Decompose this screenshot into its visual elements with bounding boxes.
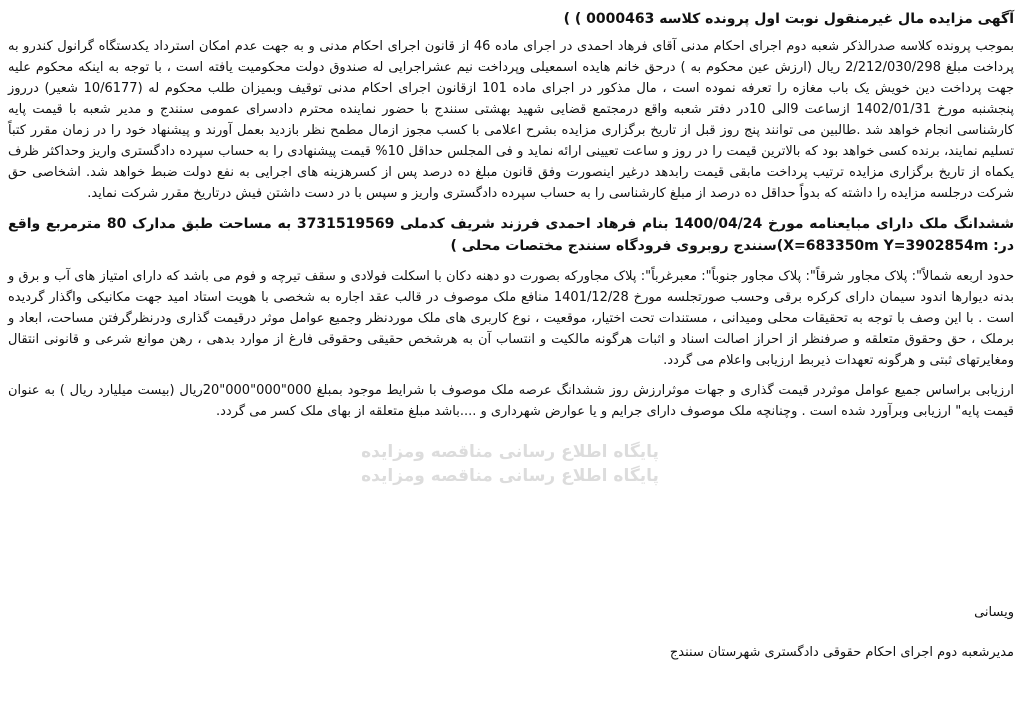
- body-paragraph: بموجب پرونده کلاسه صدرالذکر شعبه دوم اجرای احکام مدنی آقای فرهاد احمدی در اجرای ماده 46 از قانون اجرای احکام مدنی و به جهت عدم امکان استرداد یکدستگاه گرانول کندرو به پرداخت مبلغ 2/212/030/298 ریال (ارزش عین محکوم به ) درحق خانم هایده اسمعیلی وپرداخت نیم عشراجرایی له صندوق دولت محکومیت یافته است ، با توجه به اینکه محکوم علیه جهت پرداخت دین خویش یک باب مغازه را تعرفه نموده است ، مال مذکور در اجرای ماده 101 ازقانون اجرای احکام مدنی توقیف وبمیزان طلب محکوم له (10/6177 شعیر) درروز پنجشنبه مورخ 1402/01/31 ازساعت 9الی 10در دفتر شعبه واقع درمجتمع قضایی شهید بهشتی سنندج با حضور نماینده محترم دادسرای عمومی سنندج و مدیر شعبه با قیمت پایه کارشناسی انجام خواهد شد .طالبین می توانند پنج روز قبل از تاریخ برگزاری مزایده بشرح اعلامی با کسب مجوز ازمال مطمح نظر بازدید بعمل آورند و پیشنهاد خود را در زمان مقرر کتباً تسلیم نمایند، برنده کسی خواهد بود که بالاترین قیمت را در روز و ساعت تعیینی ارائه نماید و فی المجلس حداقل 10% قیمت پیشنهادی را به حساب سپرده دادگستری واریز وحداکثر ظرف یکماه از تاریخ برگزاری مزایده ترتیب پرداخت مابقی قیمت رابدهد درغیر اینصورت وفق قانون مبلغ ده درصد پس از کسرهزینه های اجرایی به نفع دولت ضبط خواهد شد. اشخاصی حق شرکت درجلسه مزایده را داشته که بدواً حداقل ده درصد از مبلغ کارشناسی را به حساب سپرده دادگستری واریز و سپس با در دست داشتن فیش درتاریخ مقرر شرکت نماید.: [8, 39, 1015, 201]
- signature-name: ویسانی: [974, 605, 1014, 620]
- signature-org: مدیرشعبه دوم اجرای احکام حقوقی دادگستری شهرستان سنندج: [669, 645, 1014, 660]
- auction-notice: [8, 8, 1014, 696]
- boundaries-paragraph: حدود اربعه شمالاً": پلاک مجاور شرقاً": پلاک مجاور جنوباً": معبرغرباً": پلاک مجاورکه بصورت دو دهنه دکان با اسکلت فولادی و سقف تیرچه و فوم می باشد که دارای امتیاز های آب و برق و بدنه دیوارها اندود سیمان دارای کرکره برقی وحسب صورتجلسه مورخ 1401/12/28 منافع ملک موصوف در قالب عقد اجاره به شخصی با هویت استاد امید جهت مکانیکی واگذار گردیده است . با این وصف با توجه به تحقیقات محلی ومیدانی ، مستندات تحت اختیار، موقعیت ، نوع کاربری های ملک موردنظر وجمیع عوامل موثر درقیمت گذاری ودرنظرگرفتن مساحت، ابعاد و برملک ، حق وحقوق متعلقه و صرفنظر از احراز اصالت اسناد و اثبات هرگونه مالکیت و انتساب آن به هرشخص حقیقی وحقوقی فارغ از موارد بدهی ، رهن موانع شرعی و قانونی انتقال ومغایرتهای ثبتی و هرگونه تعهدات ذیربط ارزیابی واعلام می گردد.: [8, 269, 1014, 368]
- valuation-paragraph: ارزیابی براساس جمیع عوامل موثردر قیمت گذاری و جهات موثرارزش روز ششدانگ عرصه ملک موصوف با شرایط موجود بمبلغ 000"000"000"20ریال (بیست میلیارد ریال ) به عنوان قیمت پایه" ارزیابی وبرآورد شده است . وچنانچه ملک موصوف دارای جرایم و یا عوارض شهرداری و ....باشد مبلغ متعلقه از بهای ملک کسر می گردد.: [8, 383, 1014, 419]
- watermark-line: پایگاه اطلاع رسانی مناقصه ومزایده: [361, 442, 659, 462]
- notice-title: آگهی مزایده مال غیرمنقول نوبت اول پرونده کلاسه 0000463 ) ): [563, 11, 1014, 27]
- signature-block: [670, 602, 1014, 664]
- watermark-line: پایگاه اطلاع رسانی مناقصه ومزایده: [361, 466, 659, 486]
- property-title: ششدانگ ملک دارای مبایعنامه مورخ 1400/04/24 بنام فرهاد احمدی فرزند شریف کدملی 3731519569 به مساحت طبق مدارک 80 مترمربع واقع در: X=683350m Y=3902854m)سنندج روبروی فرودگاه سنندج مختصات محلی ): [8, 216, 1014, 254]
